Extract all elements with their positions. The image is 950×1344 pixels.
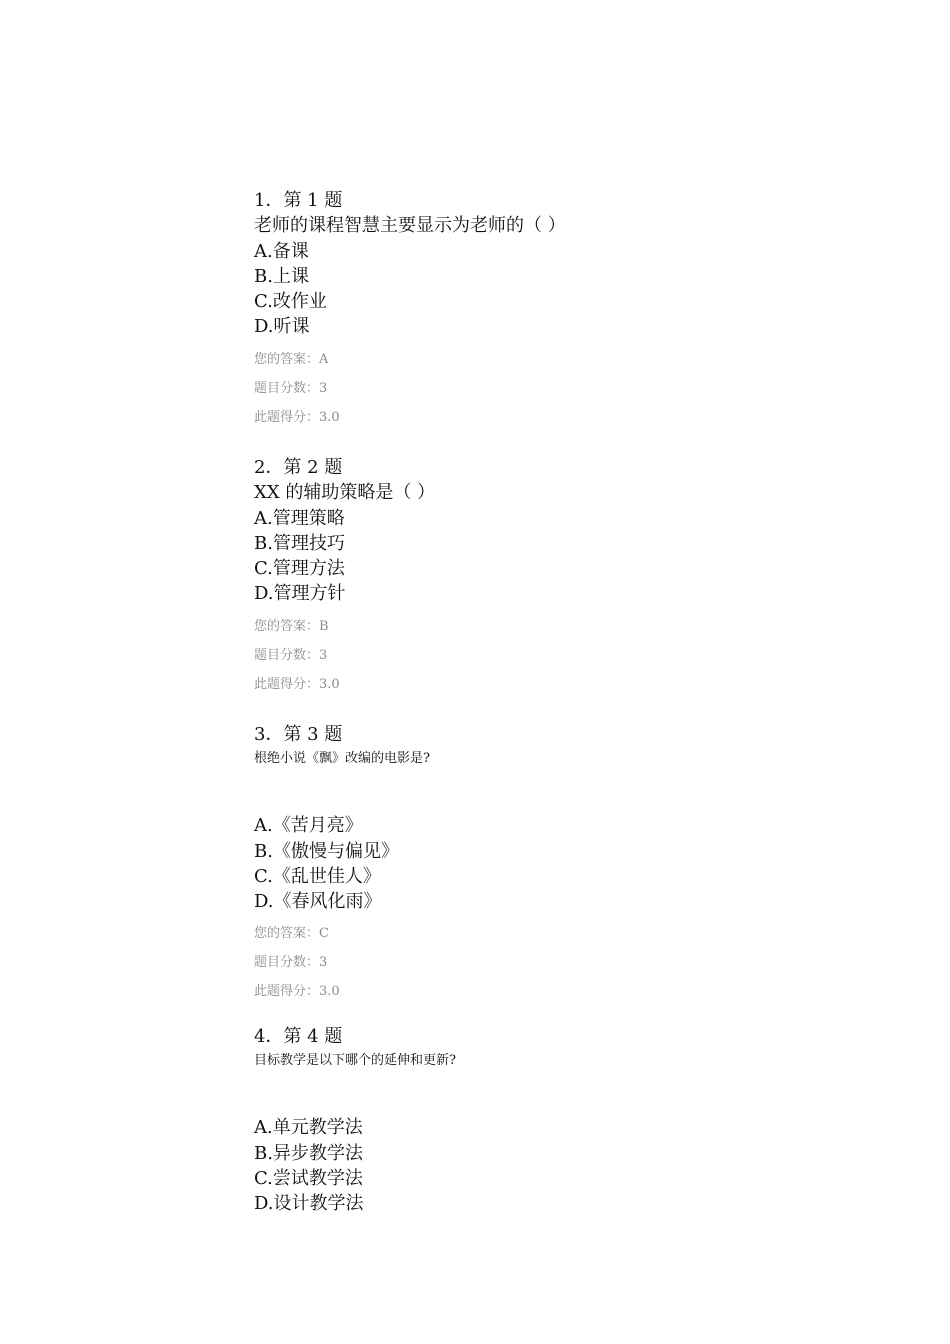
option-a: A.备课 [254, 240, 309, 262]
option-b: B.管理技巧 [254, 532, 345, 554]
earned-score: 此题得分：3.0 [254, 676, 340, 692]
option-d: D.管理方针 [254, 583, 346, 605]
option-b: B.上课 [254, 265, 309, 287]
option-a: A.《苦月亮》 [254, 815, 363, 837]
option-b: B.异步教学法 [254, 1142, 363, 1164]
option-d: D.听课 [254, 316, 310, 338]
option-a: A.单元教学法 [254, 1117, 363, 1139]
question-stem: 根绝小说《飘》改编的电影是? [254, 751, 430, 767]
option-c: C.管理方法 [254, 558, 345, 580]
earned-score: 此题得分：3.0 [254, 409, 340, 425]
question-stem: XX 的辅助策略是（ ） [254, 482, 436, 504]
your-answer: 您的答案：B [254, 618, 329, 634]
option-b: B.《傲慢与偏见》 [254, 840, 399, 862]
question-score: 题目分数：3 [254, 955, 328, 971]
earned-score: 此题得分：3.0 [254, 984, 340, 1000]
question-stem: 老师的课程智慧主要显示为老师的（ ） [254, 215, 566, 237]
question-2 [254, 455, 874, 699]
option-d: D.设计教学法 [254, 1193, 364, 1215]
your-answer: 您的答案：A [254, 351, 329, 367]
spacer [254, 1071, 874, 1115]
option-d: D.《春风化雨》 [254, 891, 382, 913]
question-3 [254, 722, 874, 1006]
spacer [254, 769, 874, 813]
option-c: C.尝试教学法 [254, 1167, 363, 1189]
question-header: 4．第 4 题 [254, 1026, 343, 1047]
your-answer: 您的答案：C [254, 926, 329, 942]
question-4 [254, 1024, 874, 1216]
question-header: 2．第 2 题 [254, 457, 343, 478]
question-score: 题目分数：3 [254, 380, 328, 396]
question-score: 题目分数：3 [254, 647, 328, 663]
question-1 [254, 188, 874, 432]
option-c: C.《乱世佳人》 [254, 865, 381, 887]
option-c: C.改作业 [254, 291, 327, 313]
question-header: 1．第 1 题 [254, 190, 343, 211]
option-a: A.管理策略 [254, 507, 345, 529]
question-header: 3．第 3 题 [254, 724, 343, 745]
question-stem: 目标教学是以下哪个的延伸和更新? [254, 1053, 456, 1069]
